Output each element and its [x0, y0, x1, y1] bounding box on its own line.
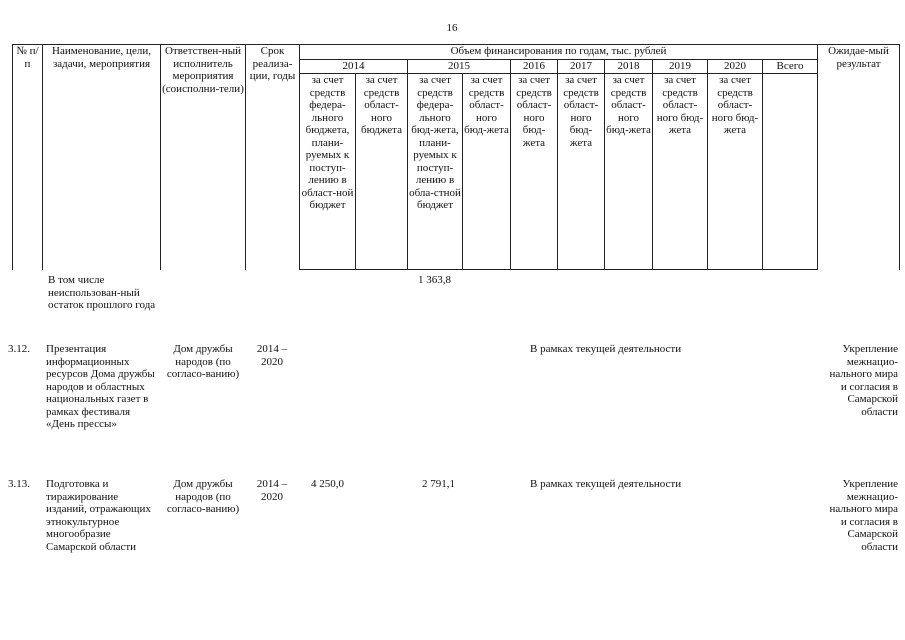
row-313-num: 3.13.: [8, 478, 30, 490]
row-unused-name: В том числе неиспользован-ный остаток прошлого года: [48, 274, 156, 311]
row-313-name: Подготовка и тиражирование изданий, отражающих этнокультурное многообразие Самарской области: [46, 478, 151, 553]
sub-obl-2020: за счет средств област-ного бюд-жета: [708, 74, 763, 270]
sub-obl-2015: за счет средств област-ного бюд-жета: [463, 74, 511, 270]
sub-total: [763, 74, 818, 270]
year-2017: 2017: [558, 60, 605, 74]
row-313-current: В рамках текущей деятельности: [530, 478, 682, 490]
sub-obl-2019: за счет средств област-ного бюд-жета: [653, 74, 708, 270]
year-2014: 2014: [300, 60, 408, 74]
row-313-fed-2014: 4 250,0: [311, 478, 344, 490]
row-312-term: 2014 – 2020: [256, 343, 288, 368]
sub-obl-2018: за счет средств област-ного бюд-жета: [605, 74, 653, 270]
sub-obl-2017: за счет средств област-ного бюд-жета: [558, 74, 605, 270]
header-name: Наименование, цели, задачи, мероприятия: [43, 45, 161, 270]
header-responsible: Ответствен-ный исполнитель мероприятия (соисполни-тели): [161, 45, 246, 270]
year-2016: 2016: [511, 60, 558, 74]
row-312-num: 3.12.: [8, 343, 30, 355]
row-313-result: Укрепление межнацио-нального мира и согласия в Самарской области: [829, 478, 898, 553]
sub-fed-2015: за счет средств федера-льного бюд-жета, плани-руемых к поступ-лению в обла-стной бюджет: [408, 74, 463, 270]
financing-table-header: [12, 44, 900, 270]
year-2020: 2020: [708, 60, 763, 74]
page-number: 16: [446, 22, 458, 34]
row-313-responsible: Дом дружбы народов (по согласо-ванию): [166, 478, 240, 515]
header-num: № п/п: [13, 45, 43, 270]
year-total: Всего: [763, 60, 818, 74]
sub-obl-2016: за счет средств област-ного бюд-жета: [511, 74, 558, 270]
sub-obl-2014: за счет средств област-ного бюджета: [356, 74, 408, 270]
year-2018: 2018: [605, 60, 653, 74]
header-term: Срок реализа-ции, годы: [246, 45, 300, 270]
sub-fed-2014: за счет средств федера-льного бюджета, плани-руемых к поступ-лению в област-ной бюджет: [300, 74, 356, 270]
row-unused-fed-2015: 1 363,8: [418, 274, 451, 286]
row-312-result: Укрепление межнацио-нального мира и согласия в Самарской области: [829, 343, 898, 418]
row-313-fed-2015: 2 791,1: [422, 478, 455, 490]
year-2015: 2015: [408, 60, 511, 74]
year-2019: 2019: [653, 60, 708, 74]
row-312-responsible: Дом дружбы народов (по согласо-ванию): [166, 343, 240, 380]
row-312-current: В рамках текущей деятельности: [530, 343, 682, 355]
row-312-name: Презентация информационных ресурсов Дома дружбы народов и областных национальных газет в рамках фестиваля «День прессы»: [46, 343, 155, 430]
header-expected: Ожидае-мый результат: [818, 45, 900, 270]
row-313-term: 2014 – 2020: [256, 478, 288, 503]
header-financing: Объем финансирования по годам, тыс. рублей: [300, 45, 818, 60]
